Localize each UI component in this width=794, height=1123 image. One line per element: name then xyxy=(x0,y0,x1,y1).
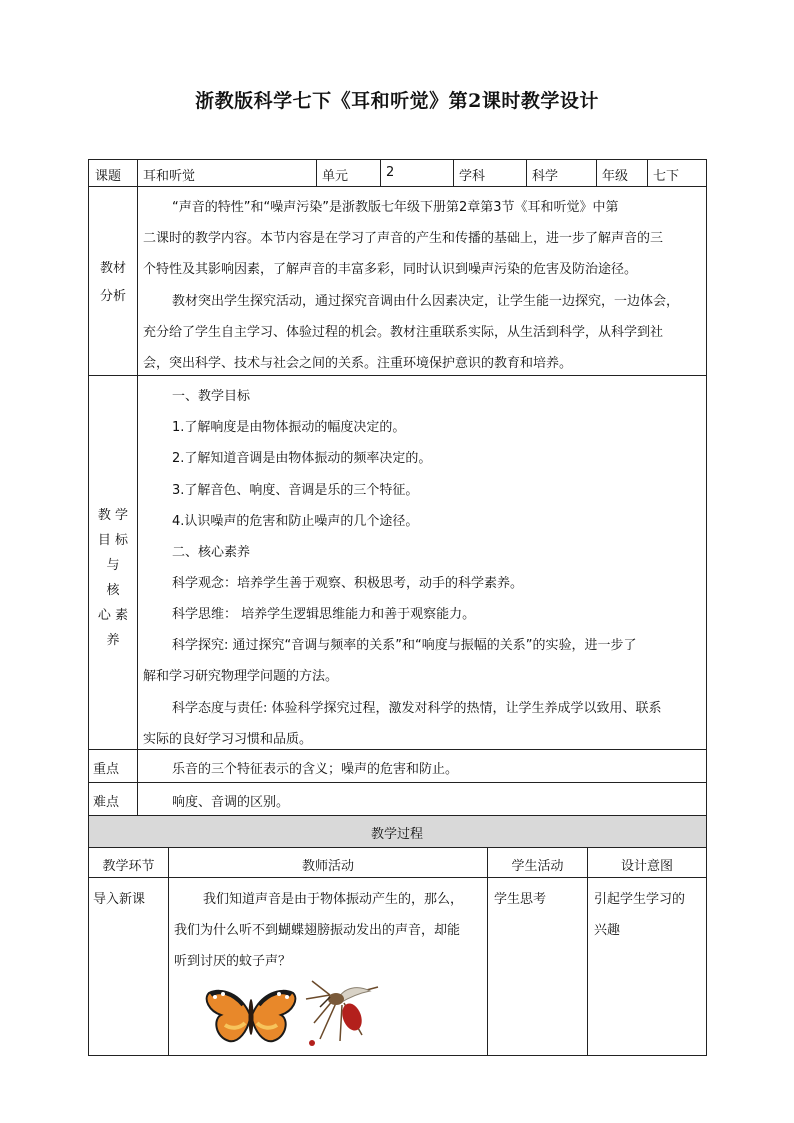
analysis-label-line2: 分析 xyxy=(99,289,126,304)
key-points-value: 乐音的三个特征表示的含义；噪声的危害和防止。 xyxy=(172,762,459,777)
document-title: 浙教版科学七下《耳和听觉》第2课时教学设计 xyxy=(195,90,599,112)
stage-value: 导入新课 xyxy=(93,892,146,907)
analysis-line: 充分给了学生自主学习、体验过程的机会。教材注重联系实际，从生活到科学，从科学到社 xyxy=(143,325,664,340)
analysis-line: 个特性及其影响因素，了解声音的丰富多彩，同时认识到噪声污染的危害及防治途径。 xyxy=(143,262,638,277)
teacher-line: 我们为什么听不到蝴蝶翅膀振动发出的声音，却能 xyxy=(174,923,461,938)
analysis-line: 会，突出科学、技术与社会之间的关系。注重环境保护意识的教育和培养。 xyxy=(143,356,573,371)
goals-line: 实际的良好学习习惯和品质。 xyxy=(143,732,313,747)
cell-analysis-label xyxy=(88,186,138,376)
subject-label: 学科 xyxy=(459,169,486,184)
difficulties-value: 响度、音调的区别。 xyxy=(172,795,290,810)
goals-line: 科学态度与责任: 体验科学探究过程，激发对科学的热情，让学生养成学以致用、联系 xyxy=(172,701,662,716)
grade-value: 七下 xyxy=(653,169,680,184)
student-value: 学生思考 xyxy=(494,892,547,907)
intent-line: 引起学生学习的 xyxy=(594,892,686,907)
goals-line: 科学观念：培养学生善于观察、积极思考，动手的科学素养。 xyxy=(172,576,524,591)
analysis-line: 二课时的教学内容。本节内容是在学习了声音的产生和传播的基础上，进一步了解声音的三 xyxy=(143,231,664,246)
analysis-line: “声音的特性”和“噪声污染”是浙教版七年级下册第2章第3节《耳和听觉》中第 xyxy=(172,200,619,215)
goals-label-line: 心 素 xyxy=(97,608,129,623)
goals-label-line: 核 xyxy=(106,583,120,598)
goals-line: 科学探究: 通过探究“音调与频率的关系”和“响度与振幅的关系”的实验，进一步了 xyxy=(172,638,637,653)
topic-value: 耳和听觉 xyxy=(143,169,196,184)
process-heading: 教学过程 xyxy=(370,827,423,842)
topic-label: 课题 xyxy=(95,169,122,184)
difficulties-label: 难点 xyxy=(93,795,120,810)
analysis-label-line1: 教材 xyxy=(99,261,126,276)
teacher-line: 我们知道声音是由于物体振动产生的，那么， xyxy=(203,892,464,907)
analysis-line: 教材突出学生探究活动，通过探究音调由什么因素决定，让学生能一边探究，一边体会， xyxy=(172,294,680,309)
unit-label: 单元 xyxy=(322,169,349,184)
goals-label-line: 与 xyxy=(106,558,120,573)
mosquito-image xyxy=(300,977,392,1049)
goals-line: 一、教学目标 xyxy=(172,389,251,404)
col-header-intent: 设计意图 xyxy=(620,859,673,874)
teacher-line: 听到讨厌的蚊子声？ xyxy=(174,954,292,969)
goals-label-line: 教 学 xyxy=(97,508,129,523)
goals-label-line: 养 xyxy=(106,633,120,648)
unit-value: 2 xyxy=(386,165,395,180)
goals-line: 4.认识噪声的危害和防止噪声的几个途径。 xyxy=(172,514,419,529)
grade-label: 年级 xyxy=(602,169,629,184)
col-header-teacher: 教师活动 xyxy=(301,859,354,874)
goals-line: 解和学习研究物理学问题的方法。 xyxy=(143,669,339,684)
col-header-student: 学生活动 xyxy=(511,859,564,874)
goals-line: 二、核心素养 xyxy=(172,545,251,560)
subject-value: 科学 xyxy=(532,169,559,184)
goals-line: 3.了解音色、响度、音调是乐的三个特征。 xyxy=(172,483,419,498)
col-header-stage: 教学环节 xyxy=(102,859,155,874)
butterfly-image xyxy=(203,985,299,1047)
goals-line: 科学思维： 培养学生逻辑思维能力和善于观察能力。 xyxy=(172,607,476,622)
goals-line: 2.了解知道音调是由物体振动的频率决定的。 xyxy=(172,451,432,466)
goals-line: 1.了解响度是由物体振动的幅度决定的。 xyxy=(172,420,406,435)
goals-label-line: 目 标 xyxy=(97,533,129,548)
intent-line: 兴趣 xyxy=(594,923,621,938)
key-points-label: 重点 xyxy=(93,762,120,777)
